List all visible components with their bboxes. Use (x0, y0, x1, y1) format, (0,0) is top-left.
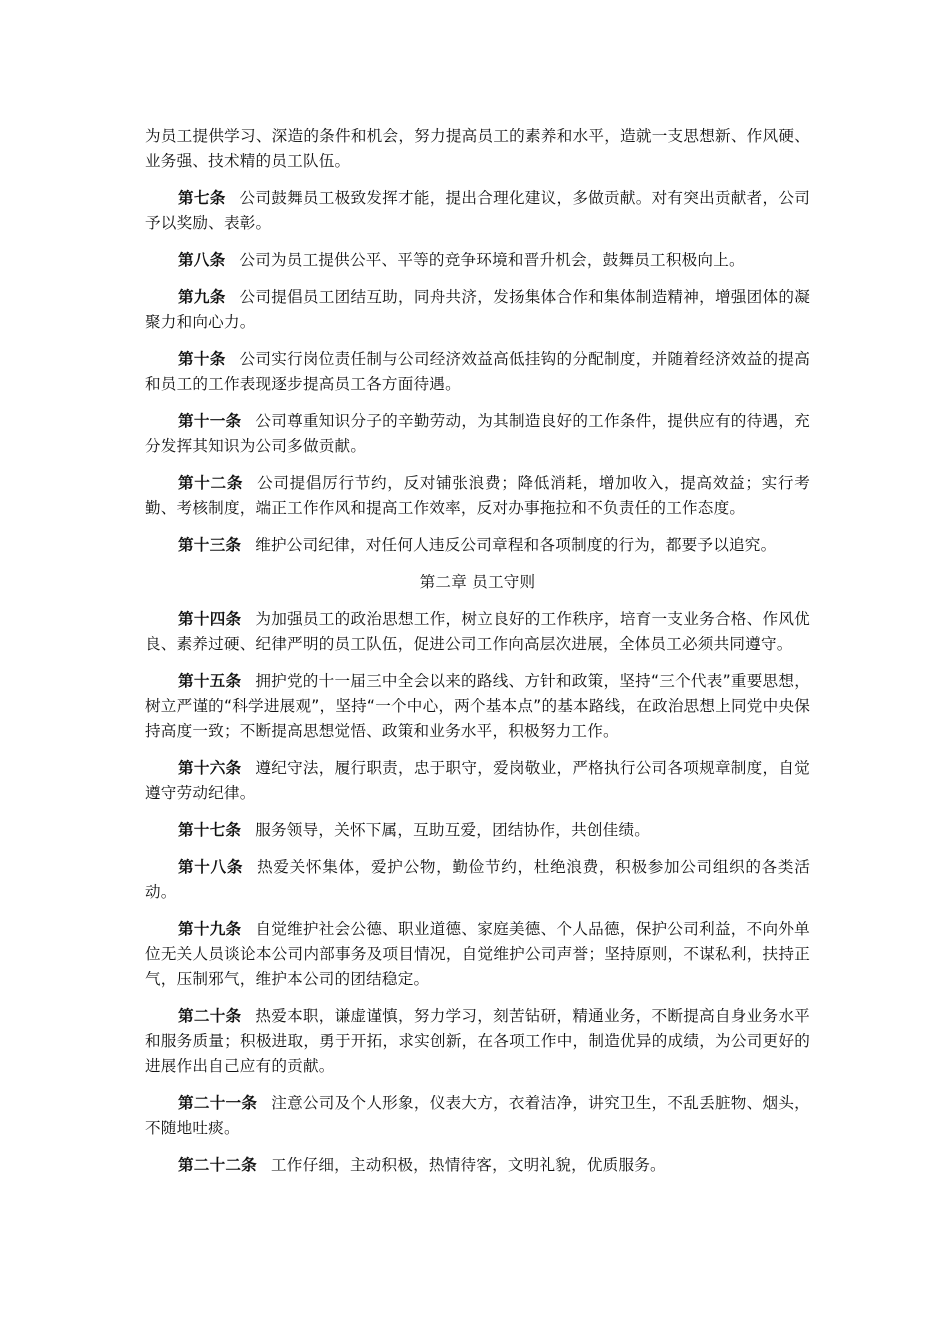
chapter-title: 第二章 员工守则 (419, 573, 536, 591)
article-number: 第二十二条 (178, 1156, 257, 1174)
article-text: 公司鼓舞员工极致发挥才能，提出合理化建议，多做贡献。对有突出贡献者，公司予以奖励、表彰。 (145, 189, 810, 232)
article-number: 第二十一条 (178, 1094, 258, 1112)
article-number: 第十一条 (178, 412, 242, 430)
article-17 (145, 818, 810, 843)
article-number: 第二十条 (178, 1007, 242, 1025)
article-number: 第十条 (178, 350, 226, 368)
article-text: 公司提倡厉行节约，反对铺张浪费；降低消耗，增加收入，提高效益；实行考勤、考核制度，端正工作作风和提高工作效率，反对办事拖拉和不负责任的工作态度。 (145, 474, 810, 517)
article-22 (145, 1153, 810, 1178)
article-text: 公司提倡员工团结互助，同舟共济，发扬集体合作和集体制造精神，增强团体的凝聚力和向心力。 (145, 288, 810, 331)
document-body (145, 124, 810, 1190)
article-text: 遵纪守法，履行职责，忠于职守，爱岗敬业，严格执行公司各项规章制度，自觉遵守劳动纪律。 (145, 759, 810, 802)
article-7 (145, 186, 810, 236)
article-text: 维护公司纪律，对任何人违反公司章程和各项制度的行为，都要予以追究。 (255, 536, 777, 554)
article-text: 工作仔细，主动积极，热情待客，文明礼貌，优质服务。 (270, 1156, 666, 1174)
article-number: 第七条 (178, 189, 226, 207)
article-14 (145, 607, 810, 657)
article-text: 服务领导，关怀下属，互助互爱，团结协作，共创佳绩。 (255, 821, 651, 839)
article-number: 第十三条 (178, 536, 242, 554)
article-number: 第十五条 (178, 672, 242, 690)
article-text: 自觉维护社会公德、职业道德、家庭美德、个人品德，保护公司利益，不向外单位无关人员谈论本公司内部事务及项目情况，自觉维护公司声誉；坚持原则，不谋私利，扶持正气，压制邪气，维护本公司的团结稳定。 (145, 920, 810, 988)
article-10 (145, 347, 810, 397)
article-text: 公司实行岗位责任制与公司经济效益高低挂钩的分配制度，并随着经济效益的提高和员工的工作表现逐步提高员工各方面待遇。 (145, 350, 810, 393)
article-19 (145, 917, 810, 992)
article-number: 第十八条 (178, 858, 244, 876)
article-text: 公司为员工提供公平、平等的竞争环境和晋升机会，鼓舞员工积极向上。 (239, 251, 745, 269)
article-text: 热爱关怀集体，爱护公物，勤俭节约，杜绝浪费，积极参加公司组织的各类活动。 (145, 858, 810, 901)
article-20 (145, 1004, 810, 1079)
article-13 (145, 533, 810, 558)
article-number: 第八条 (178, 251, 226, 269)
article-text: 拥护党的十一届三中全会以来的路线、方针和政策，坚持“三个代表”重要思想，树立严谨的“科学进展观”，坚持“一个中心，两个基本点”的基本路线，在政治思想上同党中央保持高度一致；不断提高思想觉悟、政策和业务水平，积极努力工作。 (145, 672, 810, 740)
article-text: 热爱本职，谦虚谨慎，努力学习，刻苦钻研，精通业务，不断提高自身业务水平和服务质量；积极进取，勇于开拓，求实创新，在各项工作中，制造优异的成绩，为公司更好的进展作出自己应有的贡献。 (145, 1007, 810, 1075)
article-18 (145, 855, 810, 905)
article-8 (145, 248, 810, 273)
article-number: 第十七条 (178, 821, 242, 839)
article-16 (145, 756, 810, 806)
article-21 (145, 1091, 810, 1141)
intro-paragraph: 为员工提供学习、深造的条件和机会，努力提高员工的素养和水平，造就一支思想新、作风硬、业务强、技术精的员工队伍。 (145, 127, 810, 170)
article-number: 第十六条 (178, 759, 242, 777)
article-number: 第九条 (178, 288, 226, 306)
article-text: 公司尊重知识分子的辛勤劳动，为其制造良好的工作条件，提供应有的待遇，充分发挥其知识为公司多做贡献。 (145, 412, 810, 455)
article-12 (145, 471, 810, 521)
article-11 (145, 409, 810, 459)
article-number: 第十九条 (178, 920, 242, 938)
article-number: 第十二条 (178, 474, 244, 492)
article-text: 为加强员工的政治思想工作，树立良好的工作秩序，培育一支业务合格、作风优良、素养过硬、纪律严明的员工队伍，促进公司工作向高层次进展，全体员工必须共同遵守。 (145, 610, 810, 653)
article-text: 注意公司及个人形象，仪表大方，衣着洁净，讲究卫生，不乱丢脏物、烟头，不随地吐痰。 (145, 1094, 810, 1137)
article-number: 第十四条 (178, 610, 242, 628)
article-15 (145, 669, 810, 744)
article-9 (145, 285, 810, 335)
